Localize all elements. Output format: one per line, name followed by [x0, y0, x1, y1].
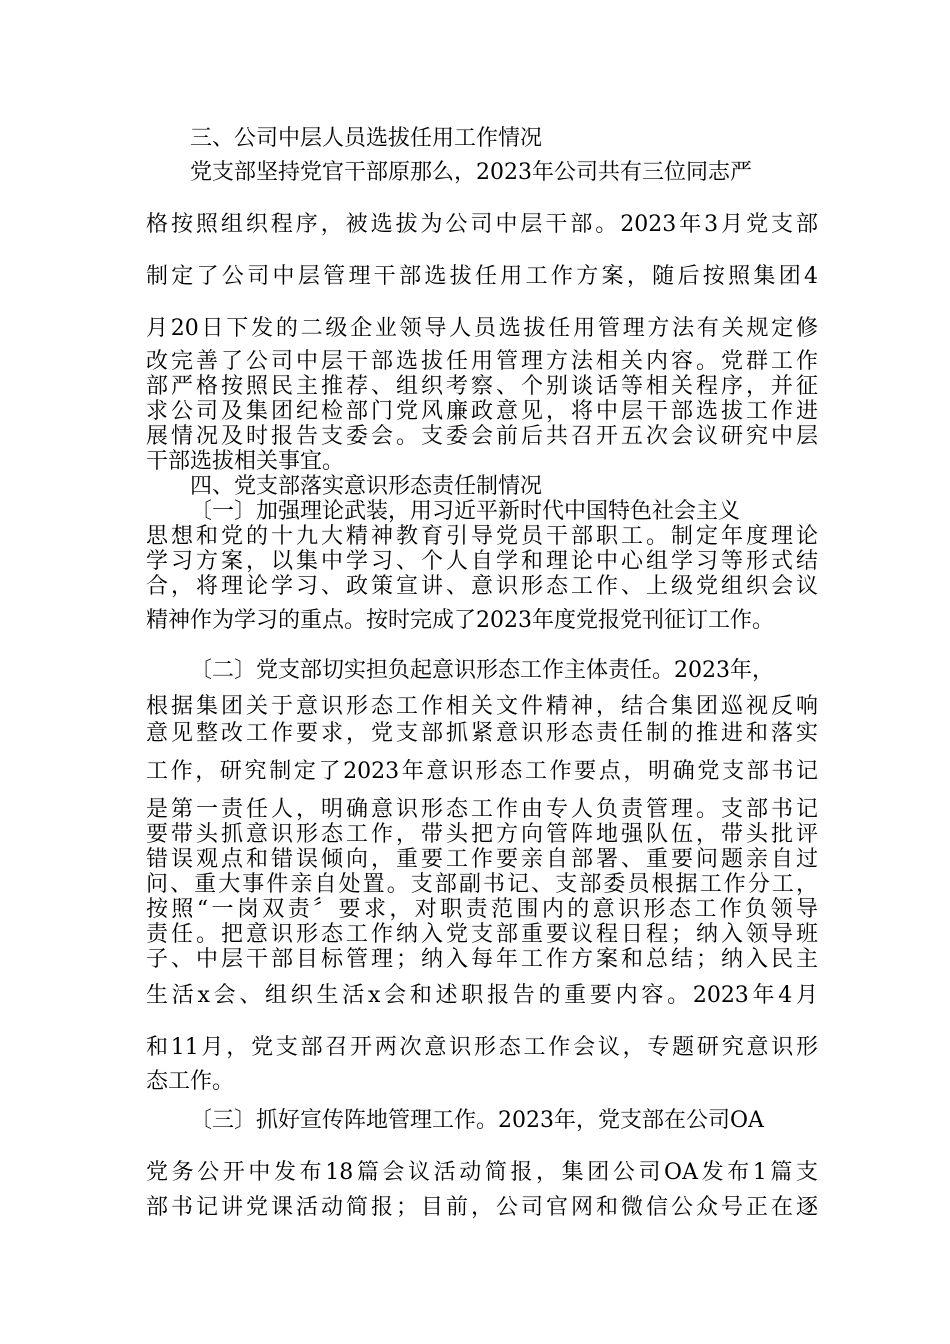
paragraph-line: 和11月，党支部召开两次意识形态工作会议，专题研究意识形	[146, 1035, 818, 1060]
paragraph-line: 〔三〕抓好宣传阵地管理工作。2023年，党支部在公司OA	[190, 1108, 764, 1133]
paragraph-line: 党务公开中发布18篇会议活动简报，集团公司OA发布1篇支	[146, 1160, 818, 1185]
paragraph-line: 是第一责任人，明确意识形态工作由专人负责管理。支部书记	[146, 797, 818, 822]
paragraph-line: 问、重大事件亲自处置。支部副书记、支部委员根据工作分工，	[146, 872, 818, 897]
paragraph-line: 根据集团关于意识形态工作相关文件精神，结合集团巡视反响	[146, 694, 818, 719]
paragraph-line: 态工作。	[146, 1069, 235, 1094]
paragraph-line: 学习方案，以集中学习、个人自学和理论中心组学习等形式结	[146, 549, 818, 574]
paragraph-line: 求公司及集团纪检部门党风廉政意见，将中层干部选拔工作进	[146, 399, 818, 424]
paragraph-line: 工作，研究制定了2023年意识形态工作要点，明确党支部书记	[146, 759, 818, 784]
paragraph-line: 按照“一岗双责〞要求，对职责范围内的意识形态工作负领导	[146, 897, 818, 922]
paragraph-line: 部严格按照民主推荐、组织考察、个别谈话等相关程序，并征	[146, 374, 818, 399]
paragraph-line: 思想和党的十九大精神教育引导党员干部职工。制定年度理论	[146, 524, 818, 549]
paragraph-line: 要带头抓意识形态工作，带头把方向管阵地强队伍，带头批评	[146, 822, 818, 847]
paragraph-line: 部书记讲党课活动简报；目前，公司官网和微信公众号正在逐	[146, 1195, 818, 1220]
section-heading-3: 三、公司中层人员选拔任用工作情况	[190, 126, 543, 151]
paragraph-line: 合，将理论学习、政策宣讲、意识形态工作、上级党组织会议	[146, 574, 818, 599]
paragraph-line: 党支部坚持党官干部原那么，2023年公司共有三位同志严	[190, 160, 752, 185]
paragraph-line: 子、中层干部目标管理；纳入每年工作方案和总结；纳入民主	[146, 947, 818, 972]
paragraph-line: 制定了公司中层管理干部选拔任用工作方案，随后按照集团4	[146, 264, 818, 289]
paragraph-line: 生活x会、组织生活x会和述职报告的重要内容。2023年4月	[146, 983, 818, 1008]
paragraph-line: 精神作为学习的重点。按时完成了2023年度党报党刊征订工作。	[146, 608, 774, 633]
paragraph-line: 格按照组织程序，被选拔为公司中层干部。2023年3月党支部	[146, 212, 818, 237]
paragraph-line: 错误观点和错误倾向，重要工作要亲自部署、重要问题亲自过	[146, 847, 818, 872]
paragraph-line: 月20日下发的二级企业领导人员选拔任用管理方法有关规定修	[146, 316, 818, 341]
paragraph-line: 干部选拔相关事宜。	[146, 449, 345, 474]
paragraph-line: 意见整改工作要求，党支部抓紧意识形态责任制的推进和落实	[146, 721, 818, 746]
section-heading-4: 四、党支部落实意识形态责任制情况	[190, 474, 543, 499]
paragraph-line: 〔二〕党支部切实担负起意识形态工作主体责任。2023年，	[190, 658, 774, 683]
paragraph-line: 责任。把意识形态工作纳入党支部重要议程日程；纳入领导班	[146, 922, 818, 947]
paragraph-line: 〔一〕加强理论武装，用习近平新时代中国特色社会主义	[190, 499, 741, 524]
paragraph-line: 改完善了公司中层干部选拔任用管理方法相关内容。党群工作	[146, 349, 818, 374]
paragraph-line: 展情况及时报告支委会。支委会前后共召开五次会议研究中层	[146, 424, 818, 449]
